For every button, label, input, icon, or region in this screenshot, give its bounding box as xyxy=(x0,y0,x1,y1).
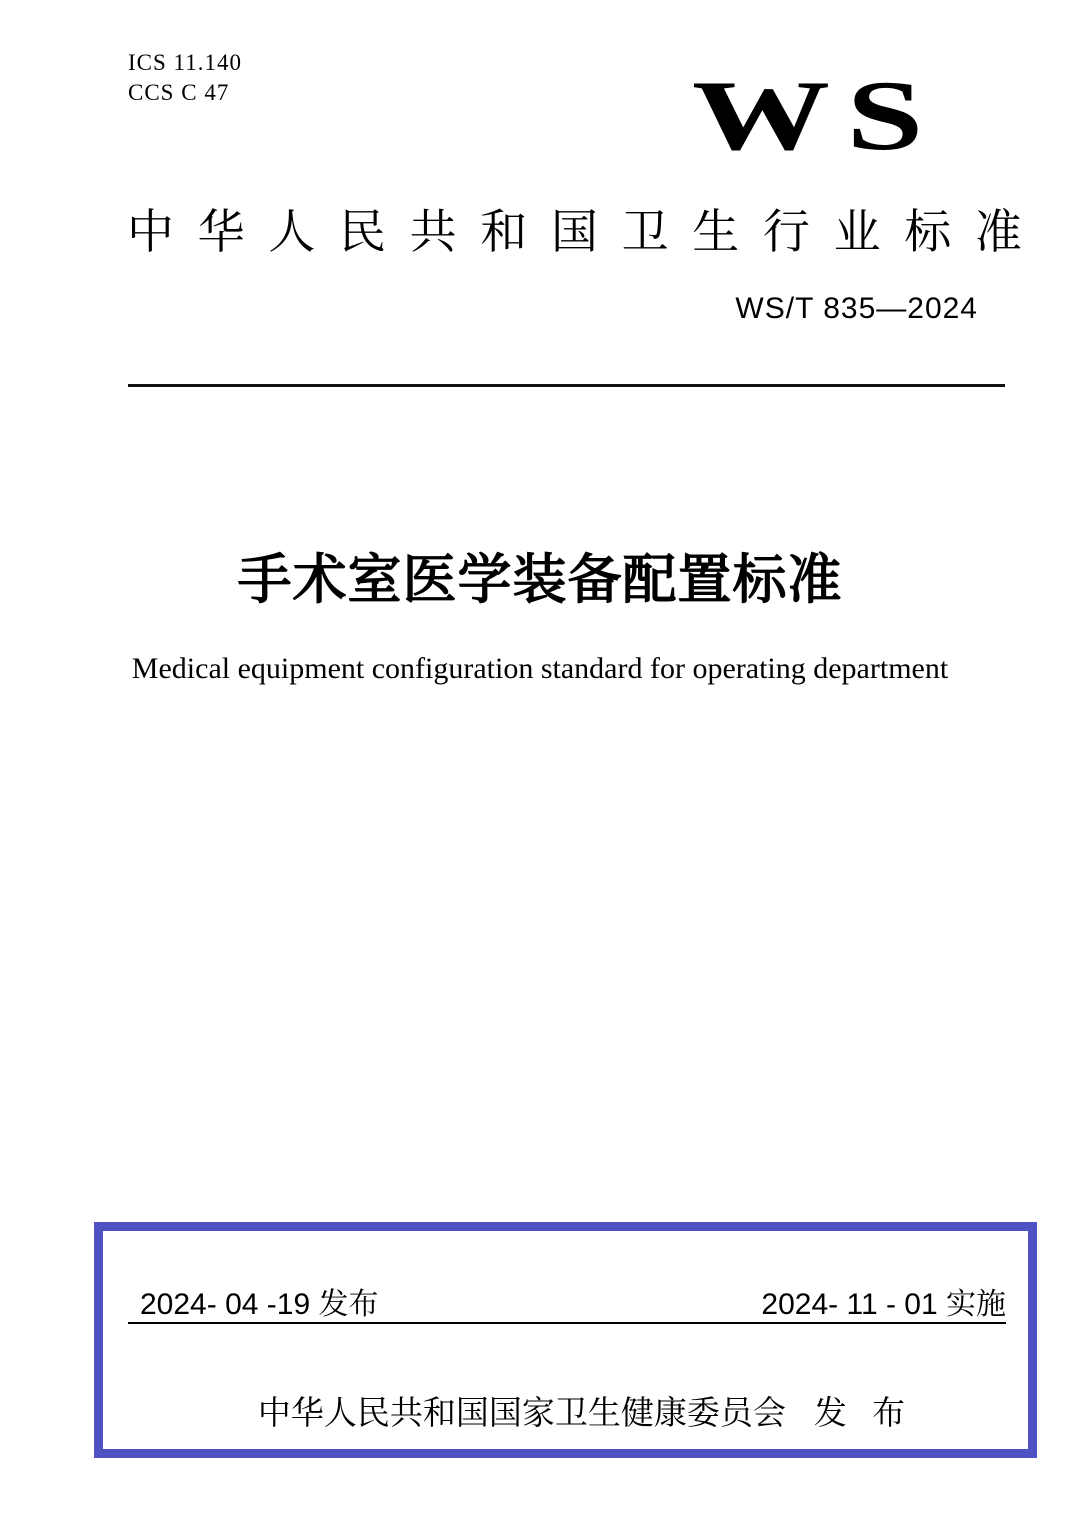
header-rule xyxy=(128,384,1005,387)
publisher-row xyxy=(123,1395,1048,1431)
document-title-english: Medical equipment configuration standard for operating department xyxy=(131,652,949,685)
classification-codes xyxy=(128,48,242,108)
footer-box xyxy=(94,1222,1037,1458)
ws-logo: WS xyxy=(692,60,940,171)
implementation-date: 2024- 11 - 01 实施 xyxy=(761,1288,1006,1321)
document-title-chinese: 手术室医学装备配置标准 xyxy=(237,550,843,610)
standard-number: WS/T 835—2024 xyxy=(735,292,978,325)
ics-code: ICS 11.140 xyxy=(128,50,242,75)
standard-type-title: 中 华 人 民 共 和 国 卫 生 行 业 标 准 xyxy=(127,205,1022,258)
publisher-name: 中华人民共和国国家卫生健康委员会 xyxy=(257,1394,786,1431)
ccs-code: CCS C 47 xyxy=(128,80,230,105)
issue-date: 2024- 04 -19 发布 xyxy=(140,1288,379,1321)
dates-row xyxy=(128,1289,1006,1324)
publish-label: 发 布 xyxy=(813,1394,914,1431)
